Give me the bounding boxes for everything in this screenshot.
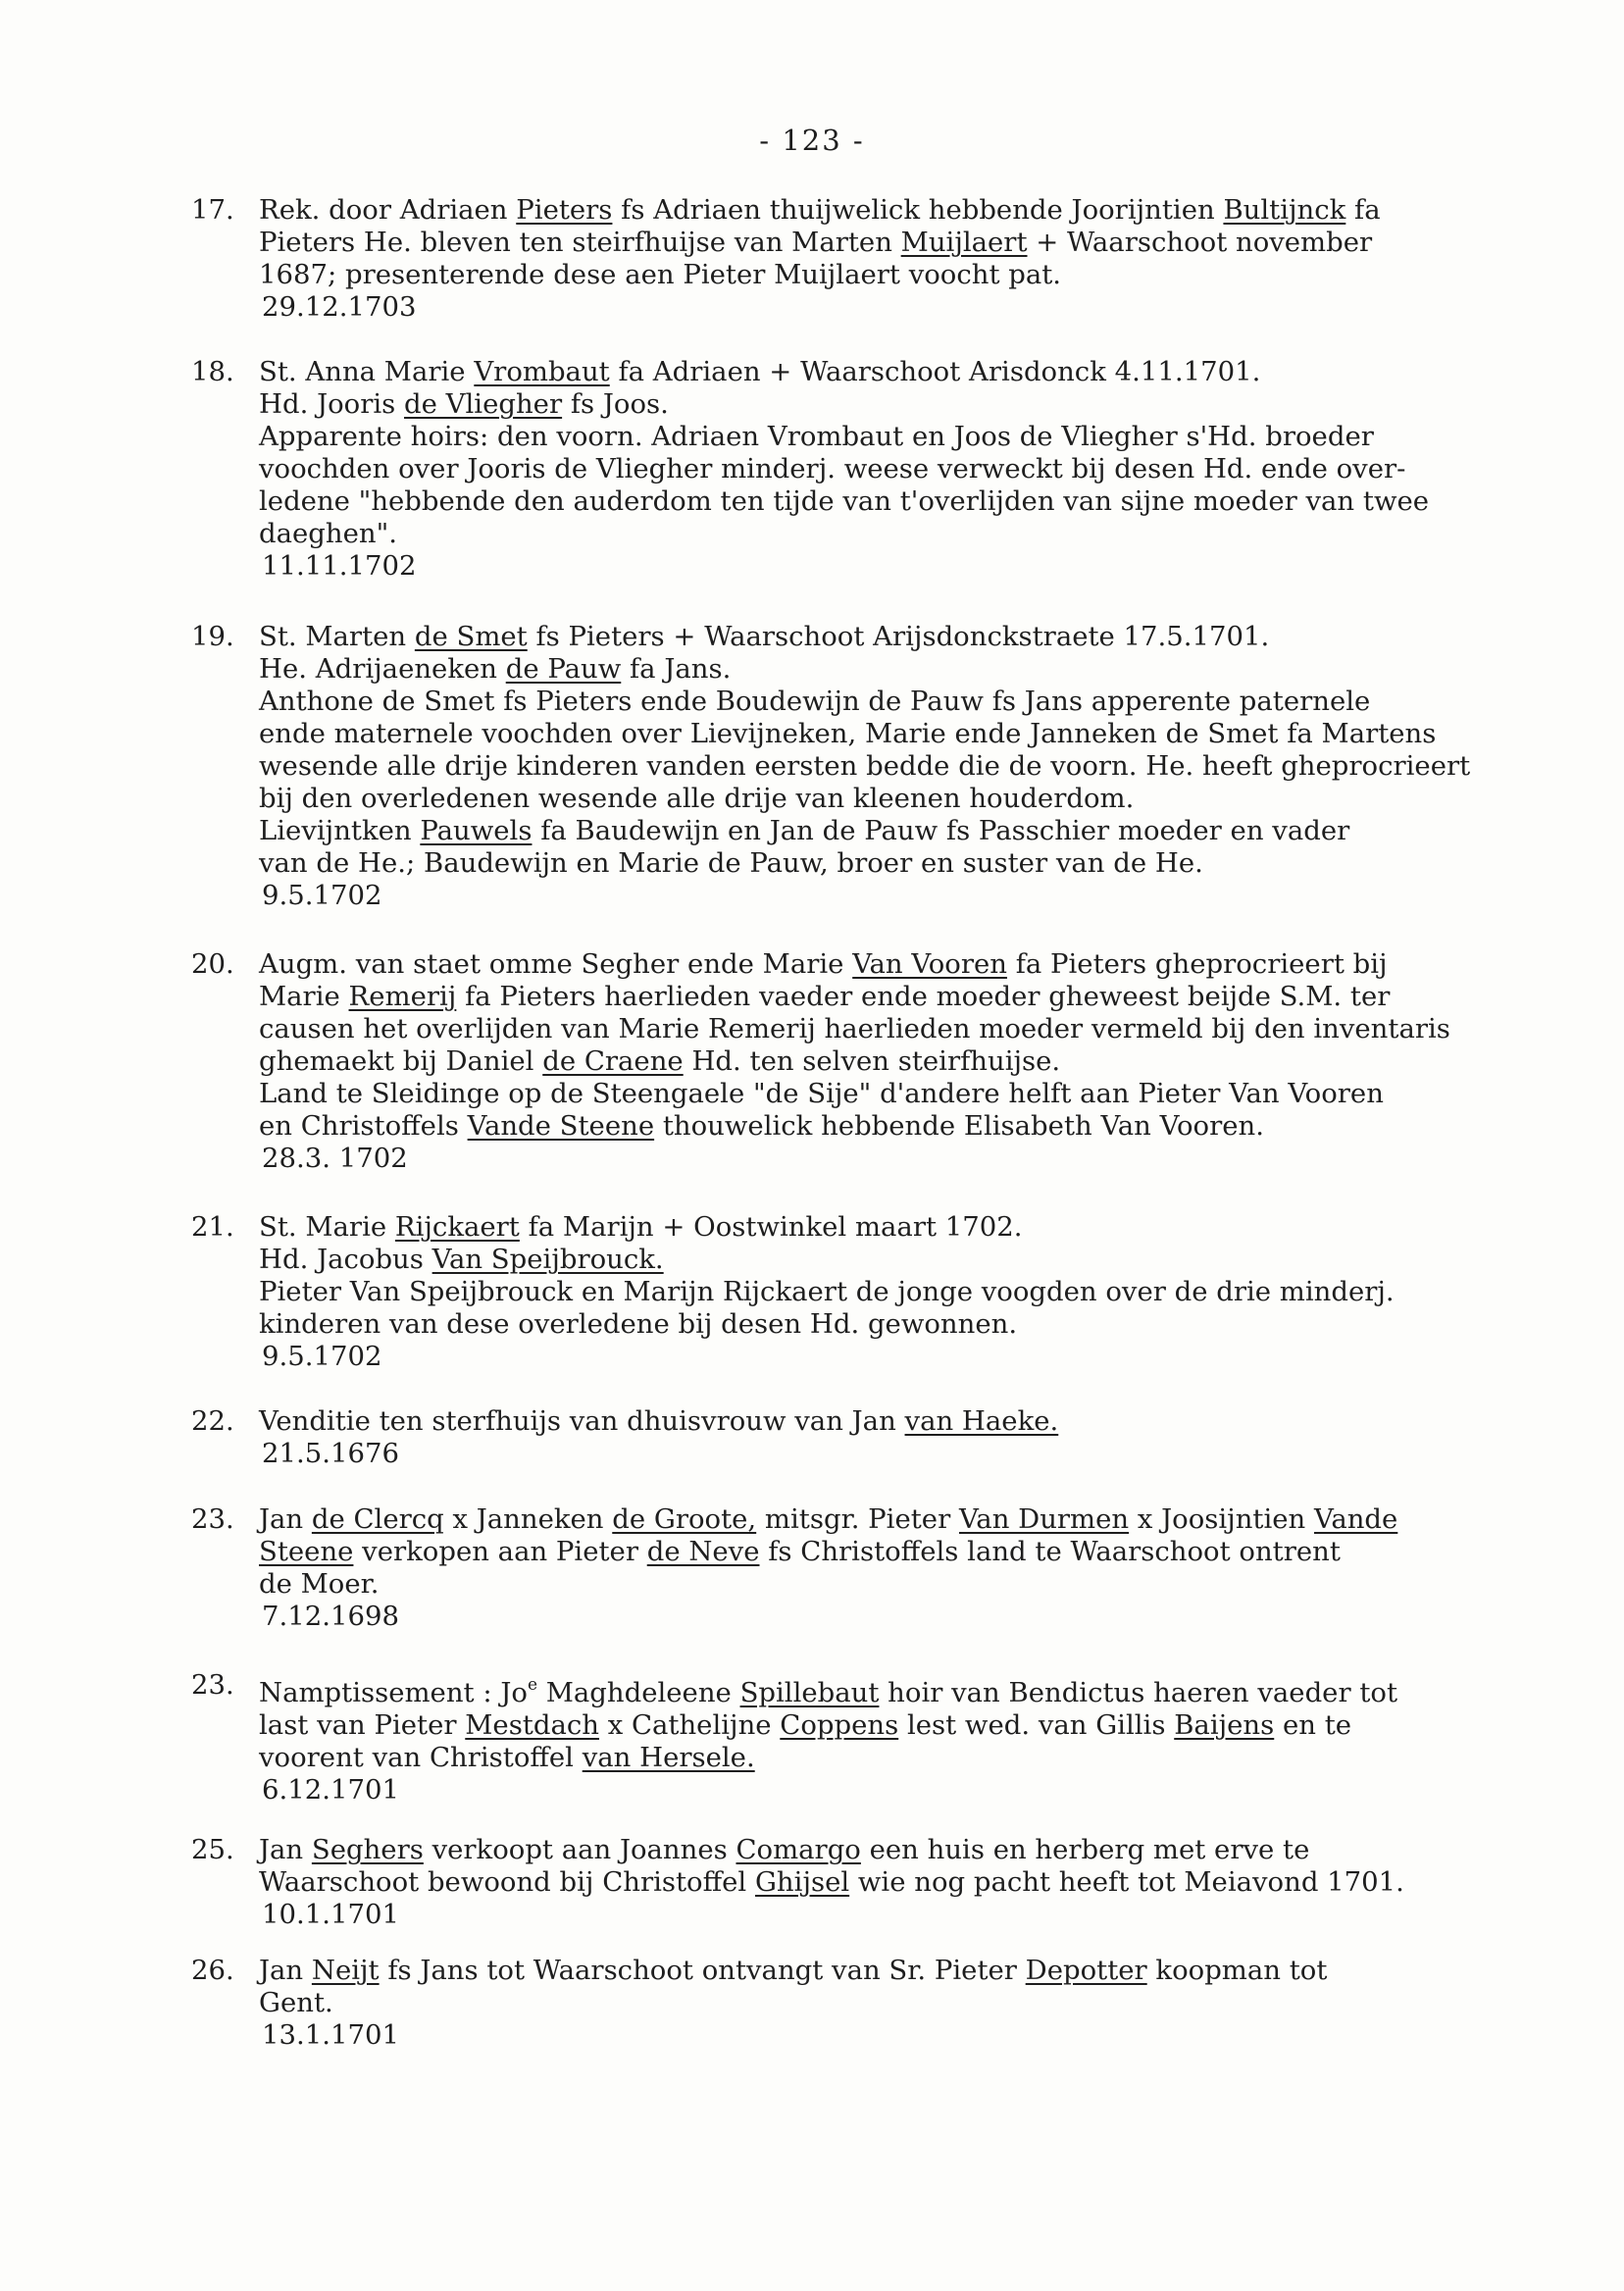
entry-body xyxy=(259,1669,1584,1807)
text-segment: Hd. Jooris xyxy=(259,388,405,420)
text-segment: causen het overlijden van Marie Remerij haerlieden moeder vermeld bij den inventaris xyxy=(259,1013,1450,1044)
text-segment: He. Adrijaeneken xyxy=(259,653,506,685)
entry-line xyxy=(259,1078,1584,1110)
entry-23b xyxy=(191,1669,1584,1807)
text-segment: fs Pieters + Waarschoot Arijsdonckstraete 17.5.1701. xyxy=(527,621,1270,652)
superscript-text: e xyxy=(527,1675,537,1695)
underlined-name: Rijckaert xyxy=(394,1211,520,1243)
text-segment: een huis en herberg met erve te xyxy=(860,1834,1310,1865)
entry-date: 29.12.1703 xyxy=(262,291,417,323)
entry-number: 20. xyxy=(191,948,234,980)
entry-line xyxy=(259,421,1584,453)
text-segment: 1687; presenterende dese aen Pieter Muijlaert voocht pat. xyxy=(259,259,1062,290)
text-segment: verkopen aan Pieter xyxy=(353,1536,647,1567)
entry-number: 26. xyxy=(191,1955,234,1986)
text-segment: Waarschoot bewoond bij Christoffel xyxy=(259,1866,755,1898)
text-segment: fa Adriaen + Waarschoot Arisdonck 4.11.1701. xyxy=(609,356,1261,387)
text-segment: daeghen". xyxy=(259,518,397,549)
entry-line xyxy=(259,1866,1584,1899)
text-segment: fa Baudewijn en Jan de Pauw fs Passchier moeder en vader xyxy=(532,815,1350,846)
entry-19 xyxy=(191,621,1584,912)
entry-date: 6.12.1701 xyxy=(262,1774,399,1806)
text-segment: de Moer. xyxy=(259,1568,380,1600)
entry-20 xyxy=(191,948,1584,1175)
entry-line xyxy=(259,750,1584,783)
underlined-name: Vande xyxy=(1313,1503,1398,1535)
text-segment: kinderen van dese overledene bij desen Hd. gewonnen. xyxy=(259,1308,1018,1340)
entry-line xyxy=(259,847,1584,880)
underlined-name: Depotter xyxy=(1025,1955,1147,1986)
entry-26 xyxy=(191,1955,1584,2052)
text-segment: Maghdeleene xyxy=(537,1677,740,1708)
underlined-name: Van Speijbrouck. xyxy=(431,1244,664,1275)
underlined-name: de Pauw xyxy=(505,653,622,685)
text-segment: Jan xyxy=(259,1503,312,1535)
underlined-name: Comargo xyxy=(736,1834,861,1865)
entry-date: 21.5.1676 xyxy=(262,1438,399,1469)
text-segment: fs Adriaen thuijwelick hebbende Joorijntien xyxy=(612,194,1224,226)
text-segment: St. Marie xyxy=(259,1211,395,1243)
entry-18 xyxy=(191,356,1584,583)
underlined-name: Van Vooren xyxy=(852,948,1007,980)
entry-line xyxy=(259,1503,1584,1536)
text-segment: last van Pieter xyxy=(259,1709,466,1741)
entry-line xyxy=(259,1834,1584,1866)
text-segment: Gent. xyxy=(259,1987,333,2018)
entry-body xyxy=(259,194,1584,324)
entry-line xyxy=(259,453,1584,485)
entry-body xyxy=(259,621,1584,912)
entry-line xyxy=(259,815,1584,847)
text-segment: Hd. ten selven steirfhuijse. xyxy=(683,1045,1061,1077)
entry-body xyxy=(259,1503,1584,1633)
entry-line xyxy=(259,718,1584,750)
text-segment: ghemaekt bij Daniel xyxy=(259,1045,543,1077)
text-segment: Namptissement : Jo xyxy=(259,1677,528,1708)
text-segment: hoir van Bendictus haeren vaeder tot xyxy=(879,1677,1398,1708)
entry-line xyxy=(259,227,1584,259)
text-segment: Pieters He. bleven ten steirfhuijse van Marten xyxy=(259,227,901,258)
underlined-name: de Groote, xyxy=(612,1503,757,1535)
text-segment: fa Jans. xyxy=(621,653,732,685)
entry-line xyxy=(259,948,1584,981)
entry-line xyxy=(259,653,1584,686)
text-segment: voorent van Christoffel xyxy=(259,1742,583,1773)
underlined-name: Pauwels xyxy=(420,815,533,846)
underlined-name: Baijens xyxy=(1174,1709,1275,1741)
underlined-name: Coppens xyxy=(780,1709,899,1741)
entry-number: 18. xyxy=(191,356,234,387)
text-segment: fa xyxy=(1345,194,1381,226)
entry-date: 28.3. 1702 xyxy=(262,1143,408,1174)
entry-line xyxy=(259,783,1584,815)
entry-line xyxy=(259,1709,1584,1742)
text-segment: mitsgr. Pieter xyxy=(756,1503,959,1535)
entry-line xyxy=(259,1669,1584,1709)
text-segment: Anthone de Smet fs Pieters ende Boudewijn de Pauw fs Jans apperente paternele xyxy=(259,686,1371,717)
text-segment: fs Christoffels land te Waarschoot ontrent xyxy=(759,1536,1341,1567)
underlined-name: de Smet xyxy=(414,621,528,652)
entry-21 xyxy=(191,1211,1584,1373)
entry-line xyxy=(259,1211,1584,1244)
entry-number: 17. xyxy=(191,194,234,226)
text-segment: x Janneken xyxy=(443,1503,613,1535)
text-segment: fa Marijn + Oostwinkel maart 1702. xyxy=(519,1211,1023,1243)
text-segment: lest wed. van Gillis xyxy=(898,1709,1175,1741)
underlined-name: de Neve xyxy=(646,1536,760,1567)
text-segment: x Cathelijne xyxy=(598,1709,781,1741)
entry-body xyxy=(259,948,1584,1175)
text-segment: en Christoffels xyxy=(259,1110,468,1142)
entry-date: 13.1.1701 xyxy=(262,2019,399,2051)
text-segment: van de He.; Baudewijn en Marie de Pauw, broer en suster van de He. xyxy=(259,847,1203,879)
entry-line xyxy=(259,1742,1584,1774)
text-segment: Venditie ten sterfhuijs van dhuisvrouw van Jan xyxy=(259,1405,905,1437)
text-segment: Land te Sleidinge op de Steengaele "de Sije" d'andere helft aan Pieter Van Vooren xyxy=(259,1078,1384,1109)
text-segment: wie nog pacht heeft tot Meiavond 1701. xyxy=(849,1866,1404,1898)
entry-line xyxy=(259,1405,1584,1438)
entry-date: 11.11.1702 xyxy=(262,550,417,582)
text-segment: Apparente hoirs: den voorn. Adriaen Vrombaut en Joos de Vliegher s'Hd. broeder xyxy=(259,421,1374,452)
entry-body xyxy=(259,356,1584,583)
entry-line xyxy=(259,1308,1584,1341)
entry-date: 10.1.1701 xyxy=(262,1899,399,1930)
entry-number: 23. xyxy=(191,1669,234,1701)
entry-line xyxy=(259,1013,1584,1045)
entry-line xyxy=(259,1110,1584,1143)
entry-line xyxy=(259,686,1584,718)
text-segment: fs Jans tot Waarschoot ontvangt van Sr. Pieter xyxy=(379,1955,1026,1986)
entry-number: 25. xyxy=(191,1834,234,1865)
text-segment: St. Marten xyxy=(259,621,415,652)
entry-date: 9.5.1702 xyxy=(262,880,382,911)
text-segment: fa Pieters gheprocrieert bij xyxy=(1006,948,1388,980)
underlined-name: Spillebaut xyxy=(739,1677,880,1708)
entry-body xyxy=(259,1405,1584,1470)
text-segment: Jan xyxy=(259,1834,312,1865)
underlined-name: Remerij xyxy=(348,981,457,1012)
entry-body xyxy=(259,1211,1584,1373)
underlined-name: Van Durmen xyxy=(958,1503,1130,1535)
text-segment: ende maternele voochden over Lievijneken, Marie ende Janneken de Smet fa Martens xyxy=(259,718,1437,749)
entry-line xyxy=(259,1955,1584,1987)
text-segment: Pieter Van Speijbrouck en Marijn Rijckaert de jonge voogden over de drie minderj. xyxy=(259,1276,1395,1307)
entry-number: 19. xyxy=(191,621,234,652)
entry-line xyxy=(259,1276,1584,1308)
underlined-name: Steene xyxy=(259,1536,354,1567)
text-segment: bij den overledenen wesende alle drije van kleenen houderdom. xyxy=(259,783,1135,814)
underlined-name: Vande Steene xyxy=(467,1110,655,1142)
text-segment: Augm. van staet omme Segher ende Marie xyxy=(259,948,853,980)
text-segment: x Joosijntien xyxy=(1129,1503,1314,1535)
entry-body xyxy=(259,1955,1584,2052)
entry-line xyxy=(259,1987,1584,2019)
entry-line xyxy=(259,388,1584,421)
underlined-name: van Hersele. xyxy=(582,1742,755,1773)
text-segment: en te xyxy=(1274,1709,1352,1741)
entry-date: 9.5.1702 xyxy=(262,1341,382,1372)
entry-number: 23. xyxy=(191,1503,234,1535)
entry-line xyxy=(259,1536,1584,1568)
text-segment: wesende alle drije kinderen vanden eersten bedde die de voorn. He. heeft gheprocrieert xyxy=(259,750,1471,782)
underlined-name: Pieters xyxy=(516,194,613,226)
text-segment: voochden over Jooris de Vliegher minderj. weese verweckt bij desen Hd. ende over- xyxy=(259,453,1406,484)
entry-date: 7.12.1698 xyxy=(262,1601,399,1632)
entry-number: 21. xyxy=(191,1211,234,1243)
entry-25 xyxy=(191,1834,1584,1931)
entry-line xyxy=(259,194,1584,227)
text-segment: Jan xyxy=(259,1955,312,1986)
underlined-name: de Clercq xyxy=(311,1503,444,1535)
entry-line xyxy=(259,1244,1584,1276)
text-segment: koopman tot xyxy=(1146,1955,1328,1986)
text-segment: Rek. door Adriaen xyxy=(259,194,517,226)
page-number: - 123 - xyxy=(759,124,865,157)
text-segment: Hd. Jacobus xyxy=(259,1244,432,1275)
text-segment: St. Anna Marie xyxy=(259,356,475,387)
entry-line xyxy=(259,518,1584,550)
text-segment: Marie xyxy=(259,981,349,1012)
text-segment: ledene "hebbende den auderdom ten tijde van t'overlijden van sijne moeder van twee xyxy=(259,485,1430,517)
underlined-name: Vrombaut xyxy=(474,356,610,387)
text-segment: verkoopt aan Joannes xyxy=(423,1834,736,1865)
underlined-name: Ghijsel xyxy=(754,1866,850,1898)
underlined-name: Bultijnck xyxy=(1223,194,1346,226)
entry-line xyxy=(259,259,1584,291)
text-segment: Lievijntken xyxy=(259,815,421,846)
entry-line xyxy=(259,621,1584,653)
text-segment: thouwelick hebbende Elisabeth Van Vooren. xyxy=(654,1110,1264,1142)
text-segment: fa Pieters haerlieden vaeder ende moeder gheweest beijde S.M. ter xyxy=(456,981,1391,1012)
underlined-name: Seghers xyxy=(311,1834,424,1865)
entry-line xyxy=(259,485,1584,518)
text-segment: fs Joos. xyxy=(562,388,669,420)
underlined-name: de Craene xyxy=(542,1045,684,1077)
entry-line xyxy=(259,1568,1584,1601)
underlined-name: de Vliegher xyxy=(404,388,563,420)
entry-line xyxy=(259,356,1584,388)
entry-17 xyxy=(191,194,1584,324)
entry-number: 22. xyxy=(191,1405,234,1437)
entry-23a xyxy=(191,1503,1584,1633)
underlined-name: van Haeke. xyxy=(904,1405,1059,1437)
underlined-name: Muijlaert xyxy=(900,227,1028,258)
entry-line xyxy=(259,1045,1584,1078)
entry-body xyxy=(259,1834,1584,1931)
underlined-name: Mestdach xyxy=(465,1709,599,1741)
entry-22 xyxy=(191,1405,1584,1470)
entry-line xyxy=(259,981,1584,1013)
text-segment: + Waarschoot november xyxy=(1027,227,1373,258)
underlined-name: Neijt xyxy=(311,1955,380,1986)
